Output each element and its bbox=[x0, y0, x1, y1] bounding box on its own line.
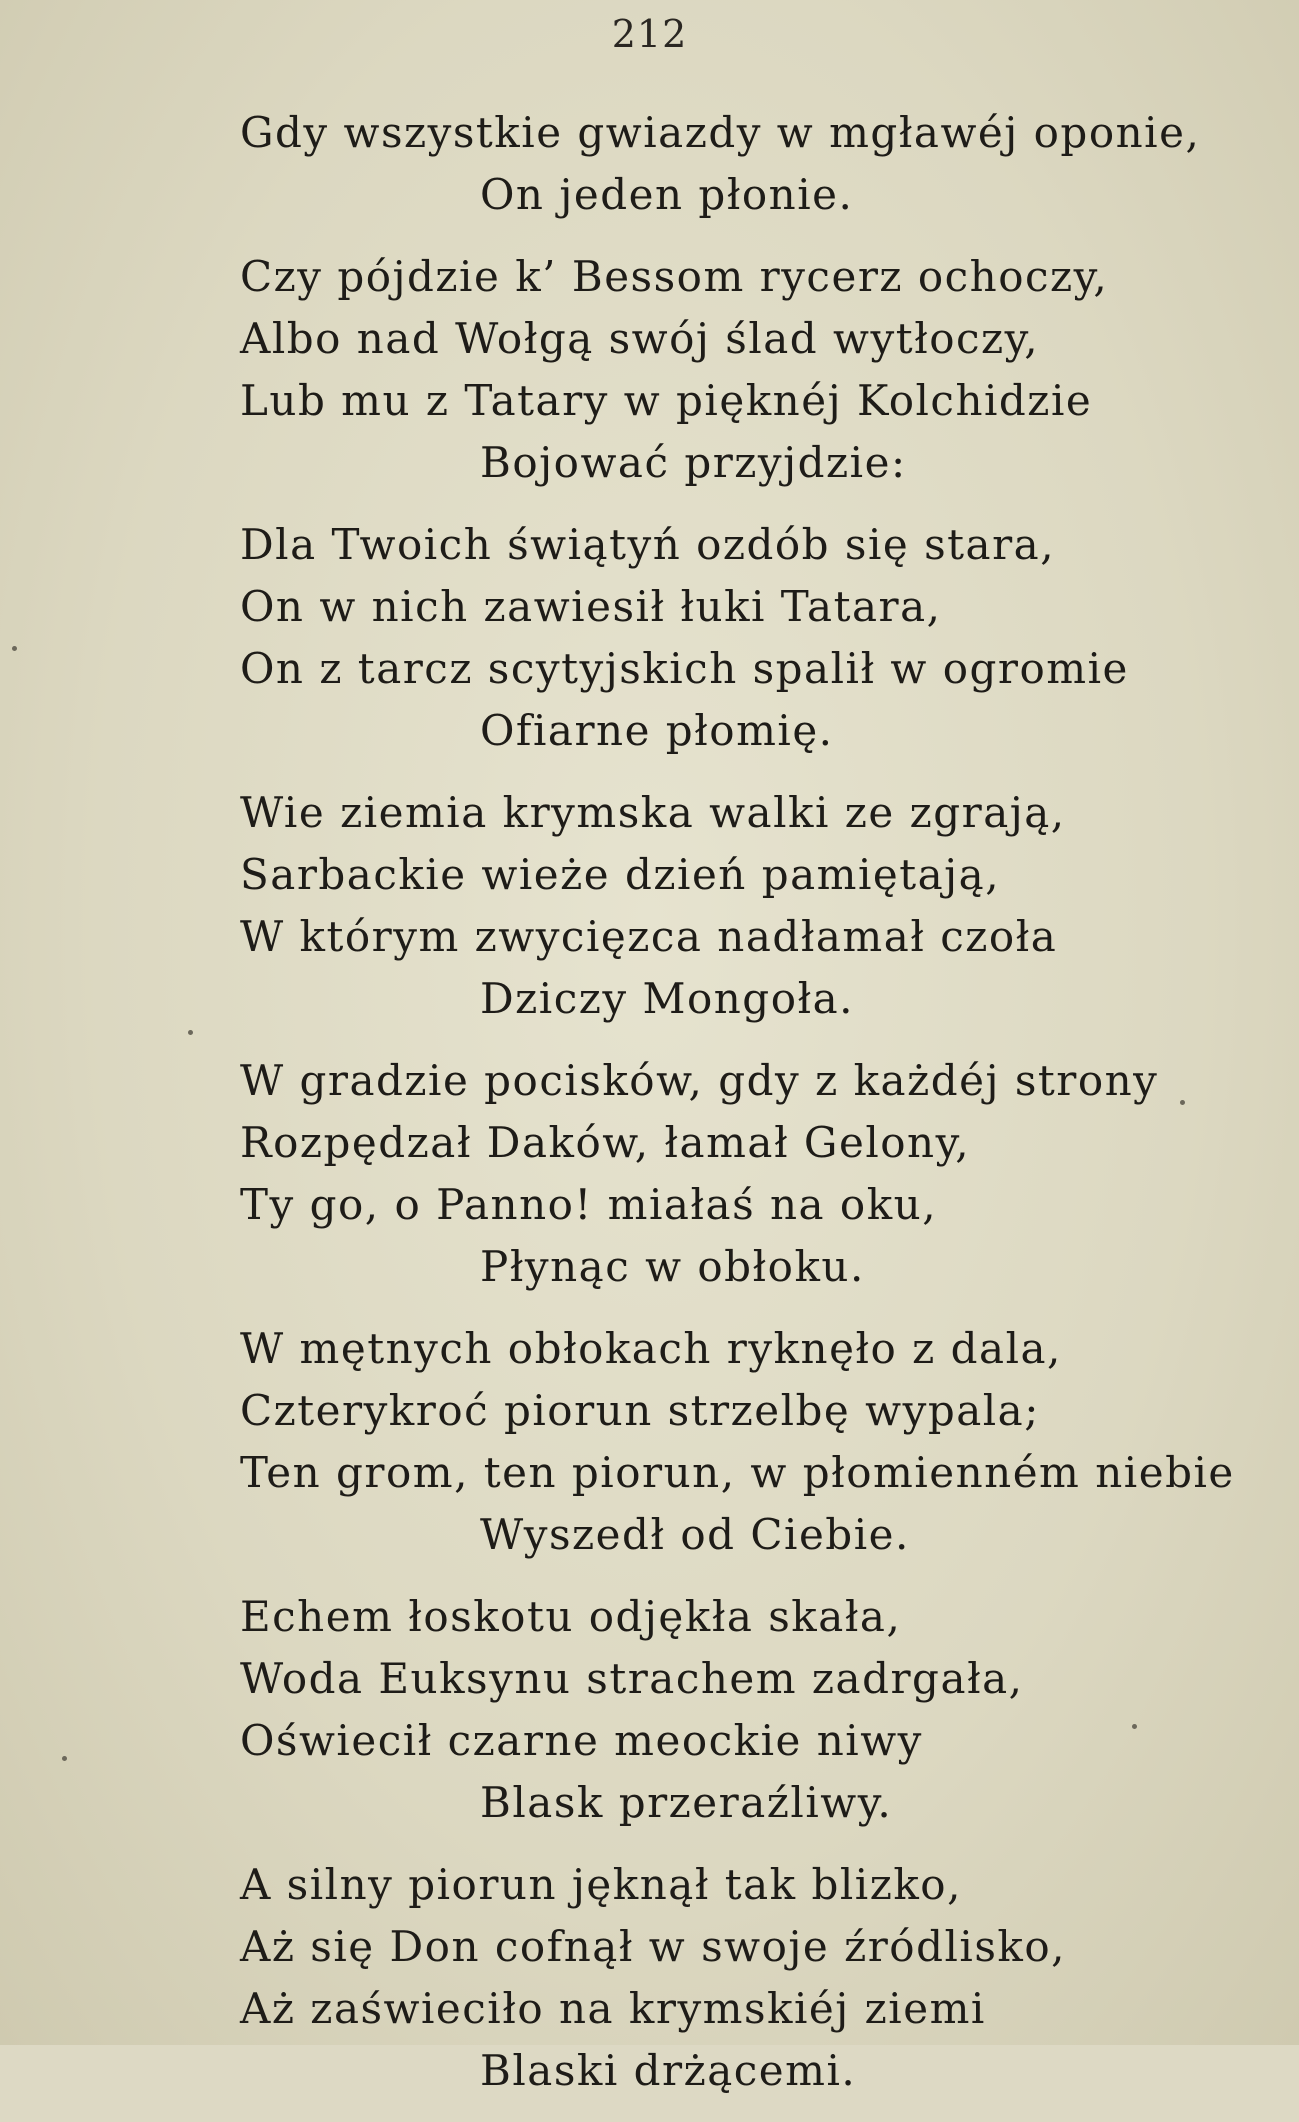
stanza bbox=[240, 514, 1250, 762]
poem-text bbox=[240, 102, 1250, 2122]
print-speck bbox=[1132, 1724, 1137, 1729]
poem-line: Wie ziemia krymska walki ze zgrają, bbox=[240, 788, 1066, 837]
poem-line: Albo nad Wołgą swój ślad wytłoczy, bbox=[240, 314, 1040, 363]
stanza bbox=[240, 1854, 1250, 2102]
poem-line: Woda Euksynu strachem zadrgała, bbox=[240, 1654, 1024, 1703]
poem-line: Echem łoskotu odjękła skała, bbox=[240, 1592, 902, 1641]
poem-line: On jeden płonie. bbox=[480, 170, 854, 219]
stanza bbox=[240, 246, 1250, 494]
print-speck bbox=[188, 1030, 193, 1035]
page-number: 212 bbox=[611, 12, 688, 56]
poem-line: Aż się Don cofnął w swoje źródlisko, bbox=[240, 1922, 1066, 1971]
stanza bbox=[240, 102, 1250, 226]
poem-line: Blaski drżącemi. bbox=[480, 2046, 857, 2095]
stanza bbox=[240, 1586, 1250, 1834]
poem-line: Sarbackie wieże dzień pamiętają, bbox=[240, 850, 1001, 899]
poem-line: Bojować przyjdzie: bbox=[480, 438, 907, 487]
poem-line: Ofiarne płomię. bbox=[480, 706, 834, 755]
poem-line: Ten grom, ten piorun, w płomienném niebie bbox=[240, 1448, 1235, 1497]
poem-line: W mętnych obłokach ryknęło z dala, bbox=[240, 1324, 1062, 1373]
poem-line: A silny piorun jęknął tak blizko, bbox=[240, 1860, 962, 1909]
poem-line: Blask przeraźliwy. bbox=[480, 1778, 893, 1827]
poem-line: Lub mu z Tatary w pięknéj Kolchidzie bbox=[240, 376, 1093, 425]
poem-line: W którym zwycięzca nadłamał czoła bbox=[240, 912, 1058, 961]
poem-line: Oświecił czarne meockie niwy bbox=[240, 1716, 923, 1765]
poem-line: W gradzie pocisków, gdy z każdéj strony bbox=[240, 1056, 1159, 1105]
poem-line: Wyszedł od Ciebie. bbox=[480, 1510, 910, 1559]
poem-line: Ty go, o Panno! miałaś na oku, bbox=[240, 1180, 938, 1229]
poem-line: Czy pójdzie k’ Bessom rycerz ochoczy, bbox=[240, 252, 1109, 301]
poem-line: Dla Twoich świątyń ozdób się stara, bbox=[240, 520, 1056, 569]
poem-line: On z tarcz scytyjskich spalił w ogromie bbox=[240, 644, 1129, 693]
poem-line: Gdy wszystkie gwiazdy w mgławéj oponie, bbox=[240, 108, 1201, 157]
poem-line: Czterykroć piorun strzelbę wypala; bbox=[240, 1386, 1040, 1435]
poem-line: Aż zaświeciło na krymskiéj ziemi bbox=[240, 1984, 986, 2033]
stanza bbox=[240, 1318, 1250, 1566]
poem-line: Rozpędzał Daków, łamał Gelony, bbox=[240, 1118, 971, 1167]
poem-line: Płynąc w obłoku. bbox=[480, 1242, 865, 1291]
poem-line: Dziczy Mongoła. bbox=[480, 974, 854, 1023]
poem-line: On w nich zawiesił łuki Tatara, bbox=[240, 582, 942, 631]
print-speck bbox=[62, 1756, 67, 1761]
stanza bbox=[240, 1050, 1250, 1298]
print-speck bbox=[12, 646, 17, 651]
stanza bbox=[240, 782, 1250, 1030]
print-speck bbox=[1180, 1100, 1185, 1105]
